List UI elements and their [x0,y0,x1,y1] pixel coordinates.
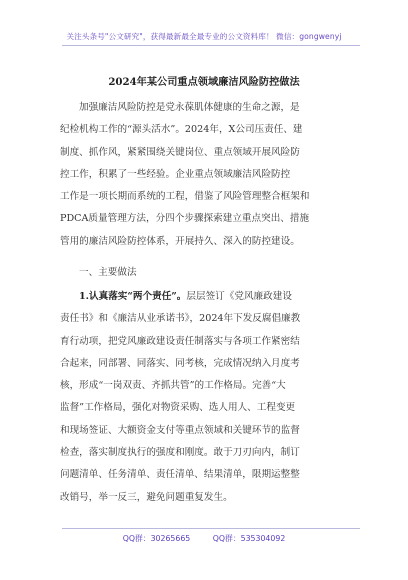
intro-line: PDCA质量管理方法，分四个步骤探索建立重点突出、措施 [60,213,310,225]
item1-lead-continuation: 层层签订《党风廉政建设 [186,291,292,302]
footer-divider [62,528,360,529]
intro-line: 加强廉洁风险防控是党永葆肌体健康的生命之源，是 [79,102,300,113]
item1-line: 育行动项，把党风廉政建设责任制落实与各项工作紧密结 [60,335,300,347]
item1-line: 责任书》和《廉洁从业承诺书》，2024年下发反腐倡廉教 [60,313,301,325]
intro-line: 纪检机构工作的“源头活水”。2024年，X公司压责任、建 [60,124,303,136]
item1-line: 和现场签证、大额资金支付等重点领域和关键环节的监督 [60,424,300,436]
footer-contacts [0,533,408,544]
footer-qq-group-2: QQ群：535304092 [212,534,286,543]
intro-line: 制度、抓作风，紧紧围绕关键岗位、重点领域开展风险防 [60,146,300,158]
item1-first-line [60,286,356,308]
intro-line: 控工作，积累了一些经验。企业重点领域廉洁风险防控 [60,168,291,180]
item1-line: 核，形成“一岗双责、齐抓共管”的工作格局。完善“大 [60,380,286,392]
item1-line: 合起来，同部署、同落实、同考核，完成情况纳入月度考 [60,357,300,369]
item1-line: 改销号，举一反三，避免问题重复发生。 [60,491,233,503]
intro-line: 管用的廉洁风险防控体系，开展持久、深入的防控建设。 [60,235,300,247]
footer-qq-group-1: QQ群：30265665 [122,534,191,543]
section-heading: 一、主要做法 [79,267,137,278]
item1-line: 监督”工作格局，强化对物资采购、选人用人、工程变更 [60,402,296,414]
header-divider [62,45,360,46]
item1-paragraph [60,286,356,509]
document-title: 2024年某公司重点领域廉洁风险防控做法 [108,76,300,88]
item1-line: 问题清单、任务清单、责任清单、结果清单，限期运整整 [60,469,300,481]
intro-line: 工作是一项长期而系统的工程，借鉴了风险管理整合框架和 [60,191,310,203]
header-promo-note: 关注头条号"公文研究"，获得最新最全最专业的公文资料库！ 微信：gongwenyj [66,32,342,41]
intro-paragraph [60,97,356,253]
item1-line: 检查，落实制度执行的强度和刚度。敢于刀刃向内，制订 [60,447,300,459]
item1-lead: 1.认真落实“两个责任”。 [79,291,187,302]
